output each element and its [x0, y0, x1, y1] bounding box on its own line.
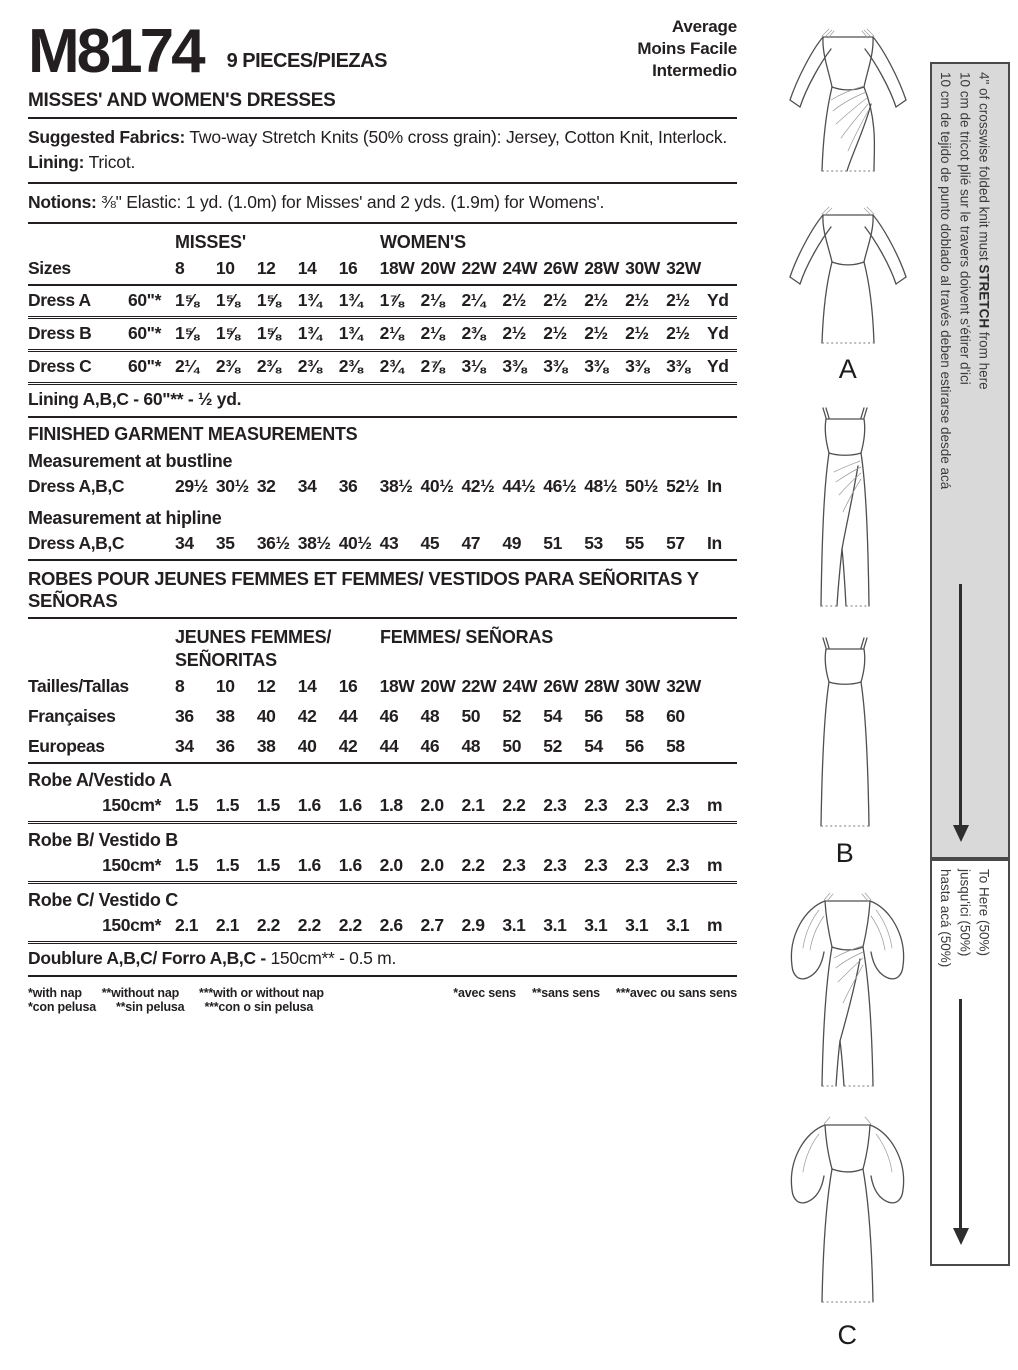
meterage-cell: 1.6: [297, 855, 321, 876]
yardage-cell: 2¼: [461, 290, 485, 311]
meterage-cell: 1.5: [175, 795, 199, 816]
meterage-cell: 1.8: [379, 795, 403, 816]
lining-line: [28, 150, 737, 175]
table-row-robe-b: [28, 851, 737, 884]
bustline-label: Measurement at bustline: [28, 451, 233, 472]
size-cell: 26W: [543, 258, 579, 279]
lining-value: Tricot.: [88, 152, 136, 173]
table-row-dress-b: [28, 319, 737, 352]
meterage-cell: 2.6: [379, 915, 403, 936]
meterage-cell: 3.1: [584, 915, 608, 936]
meterage-cell: 2.2: [297, 915, 321, 936]
difficulty-line: Moins Facile: [637, 38, 737, 58]
dress-a-back-illustration: [778, 203, 918, 353]
meterage-cell: 2.3: [502, 855, 526, 876]
measurement-cell: 53: [584, 533, 603, 554]
measurement-cell: 48½: [584, 476, 618, 497]
measurement-cell: 47: [461, 533, 481, 554]
yardage-cell: 1⅝: [256, 323, 281, 344]
yardage-cell: 1⅝: [175, 323, 199, 344]
notions-label: Notions:: [28, 191, 97, 212]
meterage-cell: 1.5: [256, 795, 280, 816]
sizes-label: Sizes: [28, 258, 71, 279]
yardage-cell: 2⅜: [461, 323, 485, 344]
measurement-cell: 40½: [420, 476, 454, 497]
yardage-cell: 2⅛: [420, 290, 445, 311]
size-cell: 44: [338, 706, 358, 727]
size-cell: 24W: [502, 676, 538, 697]
meterage-cell: 2.9: [461, 915, 485, 936]
measurement-cell: 44½: [502, 476, 536, 497]
size-cell: 24W: [502, 258, 538, 279]
row-label: Tailles/Tallas: [28, 676, 129, 697]
meterage-cell: 2.3: [543, 795, 567, 816]
yardage-cell: 1¾: [297, 290, 322, 311]
size-cell: 54: [543, 706, 562, 727]
yardage-cell: 1⅝: [175, 290, 199, 311]
size-cell: 30W: [625, 258, 660, 279]
size-cell: 50: [461, 706, 481, 727]
table-row-robe-c: [28, 911, 737, 944]
yardage-cell: 1⅞: [379, 290, 404, 311]
metric-group-header: [28, 619, 737, 672]
page-title: MISSES' AND WOMEN'S DRESSES: [28, 82, 737, 119]
stretch-line-fr: 10 cm de tricot plié sur le travers doivent s'étirer d'ici: [957, 72, 973, 385]
sizes-cells: [175, 258, 707, 279]
yardage-cell: 2½: [584, 290, 608, 311]
size-cell: 34: [175, 736, 194, 757]
footnote: **sans sens: [531, 986, 600, 1001]
size-cell: 20W: [420, 676, 456, 697]
size-cell: 16: [338, 258, 358, 279]
difficulty-line: Average: [671, 17, 737, 36]
measurement-cell: 49: [502, 533, 522, 554]
yardage-cell: 1¾: [338, 323, 363, 344]
meterage-cell: 2.1: [175, 915, 199, 936]
measurement-cell: 46½: [543, 476, 577, 497]
to-here-text: [932, 861, 998, 971]
row-label: Françaises: [28, 706, 116, 727]
row-label: Europeas: [28, 736, 105, 757]
measurement-cell: 43: [379, 533, 399, 554]
meterage-cell: 2.1: [215, 915, 240, 936]
footnotes-right: [437, 986, 737, 1014]
yardage-cell: 1⅝: [256, 290, 281, 311]
yardage-cell: 3⅜: [625, 356, 649, 377]
header: [28, 16, 737, 87]
metric-section-heading: ROBES POUR JEUNES FEMMES ET FEMMES/ VESTIDOS PARA SEÑORITAS Y SEÑORAS: [28, 561, 737, 619]
yardage-cell: 1¾: [338, 290, 363, 311]
robe-a-heading: Robe A/Vestido A: [28, 770, 172, 791]
measurement-cell: 38½: [297, 533, 331, 554]
stretch-gauge-lower: [930, 859, 1010, 1266]
yardage-cell: 3⅜: [502, 356, 526, 377]
size-cell: 12: [256, 258, 276, 279]
yardage-cell: 2½: [502, 323, 526, 344]
yardage-group-header: [28, 224, 737, 255]
measurement-cell: 38½: [379, 476, 413, 497]
meterage-cell: 1.5: [175, 855, 199, 876]
row-label: Dress A,B,C: [28, 476, 125, 497]
yardage-cell: 1¾: [297, 323, 322, 344]
yardage-cell: 2⅜: [297, 356, 322, 377]
meterage-cell: 2.0: [420, 855, 444, 876]
size-cell: 18W: [379, 676, 415, 697]
unit-label: Yd: [707, 323, 729, 344]
unit-label: m: [707, 915, 723, 936]
meterage-cell: 2.2: [256, 915, 280, 936]
meterage-cell: 1.6: [338, 855, 362, 876]
measurement-cell: 35: [215, 533, 235, 554]
meterage-cell: 2.3: [625, 795, 649, 816]
yardage-cell: 2⅛: [420, 323, 445, 344]
size-cell: 28W: [584, 676, 620, 697]
meterage-cell: 1.5: [256, 855, 280, 876]
footnote: *con pelusa: [28, 1000, 96, 1015]
measurement-cell: 29½: [175, 476, 208, 497]
meterage-cell: 2.2: [461, 855, 485, 876]
yardage-cell: 2½: [584, 323, 608, 344]
size-cell: 44: [379, 736, 399, 757]
dress-c-back-illustration: [775, 1110, 920, 1310]
yardage-cell: 3⅜: [584, 356, 608, 377]
footnote: **sin pelusa: [115, 1000, 185, 1015]
size-cell: 40: [297, 736, 317, 757]
meterage-cell: 1.5: [215, 795, 240, 816]
meterage-cell: 2.7: [420, 915, 444, 936]
table-row-robe-a: [28, 791, 737, 824]
pattern-number: M8174: [28, 17, 203, 87]
meterage-cell: 2.0: [420, 795, 444, 816]
yardage-cell: 1⅝: [215, 323, 240, 344]
table-row-bustline: [28, 472, 737, 502]
footnote: **without nap: [101, 986, 180, 1001]
measurement-cell: 55: [625, 533, 644, 554]
yardage-cell: 3⅛: [461, 356, 485, 377]
fabric-width: 60"*: [128, 323, 161, 344]
to-here-line: hasta acá (50%): [938, 869, 954, 968]
view-a-label: A: [838, 354, 858, 384]
footnotes-left: [28, 986, 344, 1014]
table-row-hipline: [28, 529, 737, 561]
group-femmes-senoras: FEMMES/ SEÑORAS: [380, 627, 554, 648]
yardage-cell: 2⅞: [420, 356, 445, 377]
dress-c-front-illustration: [775, 886, 920, 1096]
footnote: ***avec ou sans sens: [615, 986, 737, 1001]
meterage-cell: 1.6: [297, 795, 321, 816]
table-row-francaises: [28, 702, 737, 732]
stretch-line-es: 10 cm de tejido de punto doblado al través deben estirarse desde acá: [938, 72, 954, 490]
measurement-cell: 30½: [215, 476, 249, 497]
footnote: *avec sens: [453, 986, 516, 1001]
lining-label: Lining:: [28, 152, 85, 173]
size-cell: 36: [215, 736, 235, 757]
unit-label: In: [707, 476, 722, 497]
size-cell: 42: [297, 706, 317, 727]
size-cell: 58: [625, 706, 644, 727]
stretch-gauge-upper: [930, 62, 1010, 859]
row-label: Dress C: [28, 356, 92, 377]
size-cell: 56: [625, 736, 644, 757]
size-cell: 28W: [584, 258, 620, 279]
meterage-cell: 2.3: [584, 855, 608, 876]
footnote: *with nap: [28, 986, 82, 1001]
suggested-fabrics-line: [28, 125, 737, 150]
yardage-cell: 1⅝: [215, 290, 240, 311]
size-cell: 58: [666, 736, 685, 757]
measurement-cell: 36½: [256, 533, 290, 554]
size-cell: 18W: [379, 258, 415, 279]
meterage-cell: 3.1: [625, 915, 649, 936]
dress-a-front-illustration: [778, 24, 918, 184]
meterage-cell: 2.0: [379, 855, 403, 876]
dress-b-front-illustration: [800, 406, 890, 616]
row-label: Dress A: [28, 290, 91, 311]
meterage-cell: 2.1: [461, 795, 485, 816]
yardage-cell: 2½: [666, 290, 690, 311]
yardage-cell: 2⅛: [379, 323, 404, 344]
to-here-line: To Here (50%): [976, 869, 992, 957]
measurement-cell: 32: [256, 476, 276, 497]
finished-measurements-heading: FINISHED GARMENT MEASUREMENTS: [28, 424, 358, 445]
measurement-cell: 34: [297, 476, 317, 497]
notions-value: ⅜" Elastic: 1 yd. (1.0m) for Misses' and 2 yds. (1.9m) for Womens'.: [101, 191, 605, 212]
footnotes: [28, 977, 737, 1014]
view-b-label: B: [835, 838, 855, 868]
size-cell: 50: [502, 736, 522, 757]
size-cell: 56: [584, 706, 603, 727]
group-jeunes-femmes: JEUNES FEMMES/ SEÑORITAS: [175, 627, 332, 670]
robe-c-heading: Robe C/ Vestido C: [28, 890, 178, 911]
size-cell: 8: [175, 258, 185, 279]
yardage-cell: 2½: [666, 323, 690, 344]
yardage-cell: 2½: [625, 323, 649, 344]
pieces-count: 9 PIECES/PIEZAS: [226, 50, 387, 73]
yardage-cell: 2½: [543, 323, 567, 344]
table-row-europeas: [28, 732, 737, 764]
size-cell: 26W: [543, 676, 579, 697]
size-cell: 38: [215, 706, 235, 727]
view-c-label: C: [837, 1320, 858, 1350]
down-arrow-icon: [959, 999, 962, 1229]
measurement-cell: 45: [420, 533, 440, 554]
size-cell: 46: [379, 706, 399, 727]
size-cell: 12: [256, 676, 276, 697]
yardage-cell: 2⅜: [215, 356, 240, 377]
to-here-line: jusqu'ici (50%): [957, 869, 973, 957]
difficulty-line: Intermedio: [652, 60, 737, 80]
measurement-cell: 57: [666, 533, 685, 554]
yardage-cell: 3⅜: [543, 356, 567, 377]
suggested-fabrics-label: Suggested Fabrics:: [28, 127, 185, 148]
size-cell: 36: [175, 706, 194, 727]
group-womens: WOMEN'S: [380, 231, 466, 252]
meterage-cell: 2.2: [338, 915, 362, 936]
unit-label: Yd: [707, 290, 729, 311]
size-cell: 60: [666, 706, 685, 727]
size-cell: 22W: [461, 258, 497, 279]
down-arrow-icon: [959, 584, 962, 826]
fabric-width: 150cm*: [102, 915, 161, 936]
row-label: Dress A,B,C: [28, 533, 125, 554]
footnote: ***with or without nap: [199, 986, 324, 1001]
meterage-cell: 3.1: [666, 915, 690, 936]
size-cell: 46: [420, 736, 440, 757]
fabric-width: 150cm*: [102, 795, 161, 816]
size-cell: 14: [297, 676, 317, 697]
stretch-line-en: 4" of crosswise folded knit must STRETCH from here: [976, 72, 992, 390]
meterage-cell: 2.3: [666, 795, 690, 816]
doublure-note: Doublure A,B,C/ Forro A,B,C - 150cm** - 0.5 m.: [28, 944, 737, 977]
yardage-cell: 2½: [625, 290, 649, 311]
suggested-fabrics-value: Two-way Stretch Knits (50% cross grain): Jersey, Cotton Knit, Interlock.: [189, 127, 728, 148]
measurement-cell: 52½: [666, 476, 699, 497]
size-cell: 48: [461, 736, 481, 757]
dress-b-back-illustration: [800, 636, 890, 836]
size-cell: 16: [338, 676, 358, 697]
size-cell: 38: [256, 736, 276, 757]
size-cell: 10: [215, 676, 235, 697]
yardage-cell: 2⅜: [338, 356, 363, 377]
meterage-cell: 2.3: [625, 855, 649, 876]
meterage-cell: 2.3: [543, 855, 567, 876]
yardage-cell: 2⅜: [256, 356, 281, 377]
size-cell: 8: [175, 676, 185, 697]
fabric-width: 60"*: [128, 290, 161, 311]
notions-block: [28, 184, 737, 224]
row-label: Dress B: [28, 323, 92, 344]
yardage-cell: 2½: [543, 290, 567, 311]
size-cell: 52: [543, 736, 562, 757]
meterage-cell: 2.3: [584, 795, 608, 816]
table-row-dress-a: [28, 286, 737, 319]
meterage-cell: 1.6: [338, 795, 362, 816]
yardage-cell: 3⅜: [666, 356, 690, 377]
size-cell: 48: [420, 706, 440, 727]
yardage-cell: 2½: [502, 290, 526, 311]
size-cell: 42: [338, 736, 358, 757]
group-misses: MISSES': [175, 231, 246, 252]
robe-b-heading: Robe B/ Vestido B: [28, 830, 178, 851]
yardage-cell: 2¾: [379, 356, 404, 377]
hipline-label: Measurement at hipline: [28, 508, 222, 529]
measurement-cell: 51: [543, 533, 562, 554]
size-cell: 10: [215, 258, 235, 279]
info-column: [28, 16, 737, 1014]
meterage-cell: 1.5: [215, 855, 240, 876]
fabric-width: 150cm*: [102, 855, 161, 876]
size-cell: 20W: [420, 258, 456, 279]
meterage-cell: 2.3: [666, 855, 690, 876]
measurement-cell: 36: [338, 476, 358, 497]
size-cell: 22W: [461, 676, 497, 697]
unit-label: m: [707, 855, 723, 876]
size-cell: 14: [297, 258, 317, 279]
footnote: ***con o sin pelusa: [204, 1000, 314, 1015]
size-cell: 30W: [625, 676, 660, 697]
measurement-cell: 34: [175, 533, 194, 554]
fabrics-block: [28, 119, 737, 184]
lining-note: Lining A,B,C - 60"** - ½ yd.: [28, 385, 737, 418]
table-row-tailles: [28, 672, 737, 702]
sizes-row: [28, 254, 737, 286]
size-cell: 32W: [666, 676, 701, 697]
yardage-cell: 2¼: [175, 356, 199, 377]
unit-label: Yd: [707, 356, 729, 377]
measurement-cell: 50½: [625, 476, 659, 497]
meterage-cell: 3.1: [543, 915, 567, 936]
stretch-gauge-text: [932, 64, 998, 493]
size-cell: 54: [584, 736, 603, 757]
table-row-dress-c: [28, 352, 737, 385]
meterage-cell: 2.2: [502, 795, 526, 816]
difficulty-levels: [637, 16, 737, 81]
size-cell: 32W: [666, 258, 701, 279]
unit-label: In: [707, 533, 722, 554]
size-cell: 40: [256, 706, 276, 727]
unit-label: m: [707, 795, 723, 816]
measurement-cell: 42½: [461, 476, 495, 497]
size-cell: 52: [502, 706, 522, 727]
meterage-cell: 3.1: [502, 915, 526, 936]
fabric-width: 60"*: [128, 356, 161, 377]
measurement-cell: 40½: [338, 533, 372, 554]
